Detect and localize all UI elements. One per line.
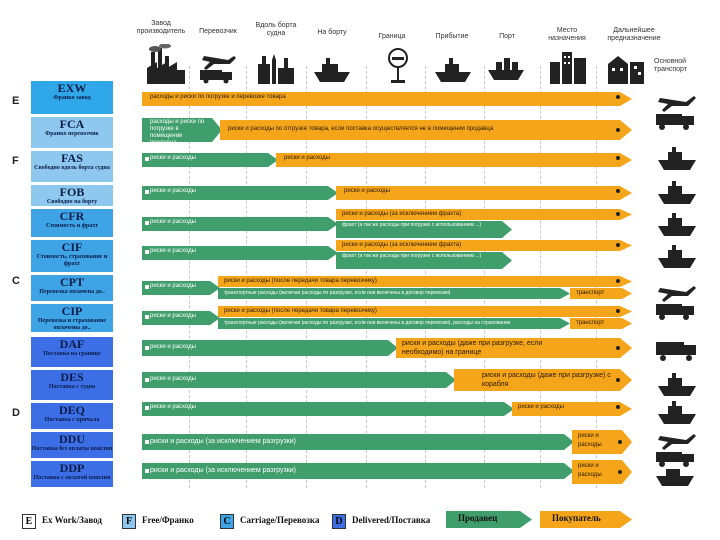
legend-label-c: Carriage/Перевозка (240, 515, 320, 525)
term-name: Поставка с причала (44, 417, 100, 423)
ship-icon (656, 180, 698, 206)
bar-cfr-freight (336, 221, 512, 238)
bar-deq-buyer (512, 402, 632, 416)
bar-cfr-buyer (336, 209, 632, 220)
bar-fob-seller (142, 186, 338, 200)
stage-label-further: Дальнейшее предназначение (607, 27, 661, 42)
bar-cfr-seller (142, 217, 338, 231)
port-cranes-icon (254, 50, 298, 84)
stage-label-carrier: Перевозчик (199, 28, 237, 35)
bar-fca-buyer (220, 120, 632, 140)
bar-daf-seller (142, 340, 398, 356)
marker-square (145, 285, 149, 289)
bar-label: риски и расходы (150, 313, 196, 319)
term-cip (30, 303, 114, 333)
legend-label-f: Free/Франко (142, 515, 194, 525)
legend-swatch-f: F (122, 514, 136, 529)
bar-cpt-buyer (218, 276, 632, 287)
bar-label: расходы и риски по погрузке и перевозке товара (150, 94, 286, 100)
marker-dot (616, 378, 620, 382)
term-code: FAS (61, 151, 83, 165)
term-code: FOB (59, 185, 85, 199)
bar-des-buyer (454, 369, 632, 391)
marker-square (145, 221, 149, 225)
bar-label: риски и расходы (после передачи товара перевозчику) (224, 278, 377, 284)
stage-label-alongside: Вдоль борта судна (255, 22, 297, 37)
marker-square (145, 190, 149, 194)
bar-label: риски и расходы (150, 344, 196, 350)
bar-cip-buyer (218, 306, 632, 317)
plane-truck-ship-icon (652, 432, 700, 488)
legend-seller-arrow (446, 511, 532, 528)
bar-ddp-seller (142, 463, 574, 479)
term-code: FCA (59, 117, 85, 131)
ship-icon (656, 212, 698, 238)
term-deq (30, 402, 114, 430)
term-des (30, 369, 114, 401)
term-fob (30, 184, 114, 207)
bar-ddp-buyer (572, 460, 632, 484)
term-code: DDU (59, 432, 85, 446)
term-cfr (30, 208, 114, 238)
legend-label-e: Ex Work/Завод (42, 515, 102, 525)
term-name: Франко перевозчик (45, 131, 99, 137)
bar-cif-freight (336, 252, 512, 269)
stage-label-arrival: Прибытие (435, 33, 469, 40)
marker-square (145, 346, 149, 350)
term-daf (30, 336, 114, 368)
bar-ddu-buyer (572, 430, 632, 454)
bar-label: транспорт (576, 290, 605, 296)
bar-daf-buyer (396, 338, 632, 358)
transport-title: Основной транспорт (654, 58, 687, 73)
term-ddu (30, 431, 114, 459)
marker-square (145, 250, 149, 254)
marker-square (145, 440, 149, 444)
bar-label: риски и расходы (578, 433, 602, 448)
term-name: Свободно на борту (46, 199, 98, 205)
term-name: Поставка на границе (43, 351, 101, 357)
ship-icon (656, 400, 698, 426)
bar-label: риски и расходы (150, 188, 196, 194)
bar-cip-seller (142, 311, 220, 325)
bar-label: риски и расходы (150, 283, 196, 289)
bar-cpt-seller (142, 281, 220, 295)
group-letter-d: D (12, 407, 20, 419)
term-name: Стоимость, страхование и фрахт (36, 254, 108, 267)
stage-label-border: Граница (378, 33, 406, 40)
bar-label: транспорт (576, 320, 605, 326)
marker-dot (616, 309, 620, 313)
term-exw (30, 80, 114, 115)
term-name: Перевозка и страхование оплачены до.. (37, 318, 107, 331)
bar-des-seller (142, 372, 456, 388)
bar-label: риски и расходы (за исключением разгрузки) (150, 438, 296, 445)
bar-cif-buyer (336, 240, 632, 251)
marker-dot (616, 279, 620, 283)
marker-dot (616, 243, 620, 247)
plane-truck-icon (652, 92, 700, 132)
bar-exw-buyer (142, 92, 632, 106)
bar-label: фрахт (а так же расходы при погрузке с использованием ...) (342, 222, 482, 228)
bar-label: риски и расходы (344, 188, 390, 194)
bar-label: транспортные расходы (включая расходы по разгрузке, если они включены в договор перевозки), расходы на страхование (224, 320, 511, 326)
marker-dot (616, 95, 620, 99)
stage-label-port: Порт (499, 33, 515, 40)
bar-fas-seller (142, 153, 278, 167)
border-sign-icon (387, 48, 409, 84)
term-name: Поставка с судна (48, 384, 96, 390)
carrier-truck-plane-icon (198, 50, 238, 84)
marker-dot (616, 128, 620, 132)
bar-label: риски и расходы по отгрузке товара, если поставка осуществляется не в помещении продавца (228, 126, 494, 132)
stage-label-destination: Место назначения (548, 27, 586, 42)
legend-buyer-arrow (540, 511, 632, 528)
term-name: Поставка с оплатой пошлин (33, 475, 111, 481)
term-name: Свободно вдоль борта судна (34, 165, 110, 171)
marker-square (145, 157, 149, 161)
legend-swatch-e: E (22, 514, 36, 529)
bar-cip-transport-buyer (570, 318, 632, 329)
group-letter-f: F (12, 155, 19, 167)
term-name: Перевозка оплачена до.. (39, 289, 105, 295)
stage-label-onboard: На борту (317, 29, 347, 36)
marker-square (145, 469, 149, 473)
marker-dot (616, 156, 620, 160)
marker-dot (618, 470, 622, 474)
bar-cif-seller (142, 246, 338, 260)
bar-fob-buyer (336, 186, 632, 200)
factory-icon (145, 44, 187, 84)
marker-dot (616, 405, 620, 409)
marker-dot (618, 440, 622, 444)
term-cif (30, 239, 114, 273)
legend-label-d: Delivered/Поставка (352, 515, 431, 525)
bar-label: риски и расходы (даже при разгрузке) с корабля (482, 372, 611, 388)
bar-cpt-transport-buyer (570, 288, 632, 299)
bar-label: риски и расходы (за исключением фрахта) (342, 211, 462, 217)
bar-label: риски и расходы (150, 155, 196, 161)
bar-label: риски и расходы (даже при разгрузке, если необходимо) на границе (402, 340, 543, 356)
term-ddp (30, 460, 114, 488)
term-code: CIP (61, 304, 83, 318)
stage-label-factory: Завод производитель (136, 20, 186, 35)
bar-label: риски и расходы (за исключением разгрузки) (150, 467, 296, 474)
term-code: DES (60, 370, 84, 384)
city-icon (548, 48, 588, 84)
ship-icon (433, 54, 473, 84)
ship-icon (656, 372, 698, 398)
term-code: CIF (61, 240, 83, 254)
bar-ddu-seller (142, 434, 574, 450)
bar-fas-buyer (276, 153, 632, 167)
term-code: DAF (59, 337, 85, 351)
bar-cpt-transport (218, 288, 570, 299)
legend-buyer-label: Покупатель (552, 514, 601, 523)
term-fas (30, 150, 114, 183)
bar-label: риски и расходы (после передачи товара перевозчику) (224, 308, 377, 314)
term-code: CPT (60, 275, 84, 289)
bar-label: транспортные расходы (включая расходы по разгрузке, если они включены в договор перевозки) (224, 290, 451, 296)
term-name: Стоимость и фрахт (45, 223, 99, 229)
marker-dot (616, 212, 620, 216)
bar-label: риски и расходы (518, 404, 564, 410)
bar-label: риски и расходы (150, 248, 196, 254)
term-name: Франко завод (53, 95, 91, 101)
truck-icon (654, 340, 700, 362)
port-ship-icon (486, 54, 526, 84)
bar-label: фрахт (а так же расходы при погрузке с использованием ...) (342, 253, 482, 259)
plane-truck-icon (652, 282, 700, 322)
bar-label: расходы и риски по погрузке в помещении продавца (150, 119, 205, 146)
bar-cip-transport (218, 318, 570, 329)
term-fca (30, 116, 114, 149)
group-letter-e: E (12, 95, 20, 107)
group-letter-c: C (12, 275, 20, 287)
bar-deq-seller (142, 402, 514, 416)
term-code: EXW (57, 81, 87, 95)
marker-square (145, 406, 149, 410)
ship-icon (656, 146, 698, 172)
bar-label: риски и расходы (за исключением фрахта) (342, 242, 462, 248)
legend-swatch-c: C (220, 514, 234, 529)
legend-seller-label: Продавец (458, 514, 498, 523)
ship-icon (312, 54, 352, 84)
marker-dot (616, 346, 620, 350)
ship-icon (656, 244, 698, 270)
bar-fca-seller (142, 118, 222, 146)
bar-label: риски и расходы (150, 404, 196, 410)
marker-dot (616, 189, 620, 193)
term-code: DDP (59, 461, 85, 475)
bar-label: риски и расходы (578, 463, 602, 478)
bar-label: риски и расходы (150, 219, 196, 225)
marker-square (145, 315, 149, 319)
term-code: DEQ (58, 403, 85, 417)
bar-label: риски и расходы (150, 376, 196, 382)
marker-square (145, 378, 149, 382)
term-name: Поставка без оплаты пошлин (31, 446, 113, 452)
buildings-icon (606, 50, 646, 84)
term-cpt (30, 274, 114, 302)
bar-label: риски и расходы (284, 155, 330, 161)
legend-swatch-d: D (332, 514, 346, 529)
term-code: CFR (59, 209, 85, 223)
